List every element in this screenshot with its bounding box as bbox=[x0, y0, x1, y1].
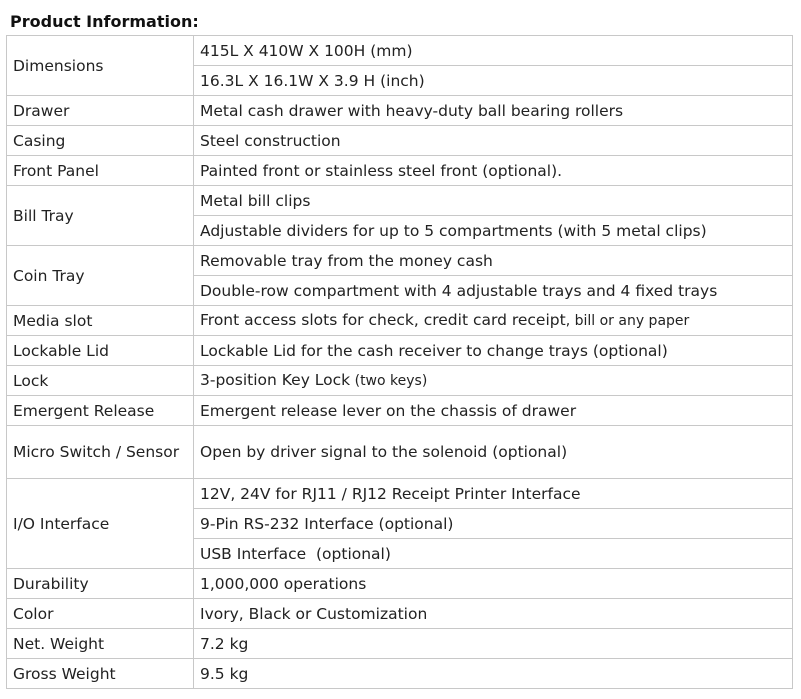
row-value: Adjustable dividers for up to 5 compartments (with 5 metal clips) bbox=[194, 216, 793, 246]
row-label-drawer: Drawer bbox=[7, 96, 194, 126]
row-value: Painted front or stainless steel front (optional). bbox=[194, 156, 793, 186]
row-value: 12V, 24V for RJ11 / RJ12 Receipt Printer Interface bbox=[194, 479, 793, 509]
row-value: Emergent release lever on the chassis of drawer bbox=[194, 396, 793, 426]
row-value: Steel construction bbox=[194, 126, 793, 156]
value-text: 3-position Key Lock bbox=[200, 371, 351, 389]
table-row bbox=[7, 659, 793, 689]
spec-table bbox=[6, 35, 793, 689]
table-row bbox=[7, 629, 793, 659]
row-value: 1,000,000 operations bbox=[194, 569, 793, 599]
value-text: Front access slots for check, credit card receipt bbox=[200, 311, 566, 329]
table-row bbox=[7, 336, 793, 366]
table-row bbox=[7, 366, 793, 396]
row-value: 9.5 kg bbox=[194, 659, 793, 689]
section-title: Product Information: bbox=[10, 12, 199, 31]
table-row bbox=[7, 36, 793, 66]
row-value: 7.2 kg bbox=[194, 629, 793, 659]
table-row bbox=[7, 396, 793, 426]
table-row bbox=[7, 96, 793, 126]
table-row bbox=[7, 156, 793, 186]
table-row bbox=[7, 186, 793, 216]
row-label-color: Color bbox=[7, 599, 194, 629]
row-label-front-panel: Front Panel bbox=[7, 156, 194, 186]
row-label-lockable-lid: Lockable Lid bbox=[7, 336, 194, 366]
row-label-dimensions: Dimensions bbox=[7, 36, 194, 96]
table-row bbox=[7, 569, 793, 599]
row-value: Lockable Lid for the cash receiver to change trays (optional) bbox=[194, 336, 793, 366]
row-value: 415L X 410W X 100H (mm) bbox=[194, 36, 793, 66]
row-label-coin-tray: Coin Tray bbox=[7, 246, 194, 306]
table-row bbox=[7, 599, 793, 629]
row-value: Metal bill clips bbox=[194, 186, 793, 216]
row-value: Metal cash drawer with heavy-duty ball bearing rollers bbox=[194, 96, 793, 126]
row-value: USB Interface (optional) bbox=[194, 539, 793, 569]
row-label-casing: Casing bbox=[7, 126, 194, 156]
row-label-gross-weight: Gross Weight bbox=[7, 659, 194, 689]
row-value: Double-row compartment with 4 adjustable trays and 4 fixed trays bbox=[194, 276, 793, 306]
table-row bbox=[7, 306, 793, 336]
table-row bbox=[7, 426, 793, 479]
table-row bbox=[7, 126, 793, 156]
table-row bbox=[7, 246, 793, 276]
row-label-micro-switch: Micro Switch / Sensor bbox=[7, 426, 194, 479]
row-value bbox=[194, 366, 793, 396]
row-value bbox=[194, 306, 793, 336]
row-label-bill-tray: Bill Tray bbox=[7, 186, 194, 246]
row-label-media-slot: Media slot bbox=[7, 306, 194, 336]
table-row bbox=[7, 479, 793, 509]
row-value: Removable tray from the money cash bbox=[194, 246, 793, 276]
row-value: 9-Pin RS-232 Interface (optional) bbox=[194, 509, 793, 539]
row-value: Ivory, Black or Customization bbox=[194, 599, 793, 629]
value-text-small: , bill or any paper bbox=[565, 313, 690, 329]
row-label-net-weight: Net. Weight bbox=[7, 629, 194, 659]
row-label-durability: Durability bbox=[7, 569, 194, 599]
row-label-io-interface: I/O Interface bbox=[7, 479, 194, 569]
value-text-small: (two keys) bbox=[350, 373, 428, 389]
row-label-lock: Lock bbox=[7, 366, 194, 396]
row-value: 16.3L X 16.1W X 3.9 H (inch) bbox=[194, 66, 793, 96]
row-label-emergent-release: Emergent Release bbox=[7, 396, 194, 426]
row-value: Open by driver signal to the solenoid (optional) bbox=[194, 426, 793, 479]
